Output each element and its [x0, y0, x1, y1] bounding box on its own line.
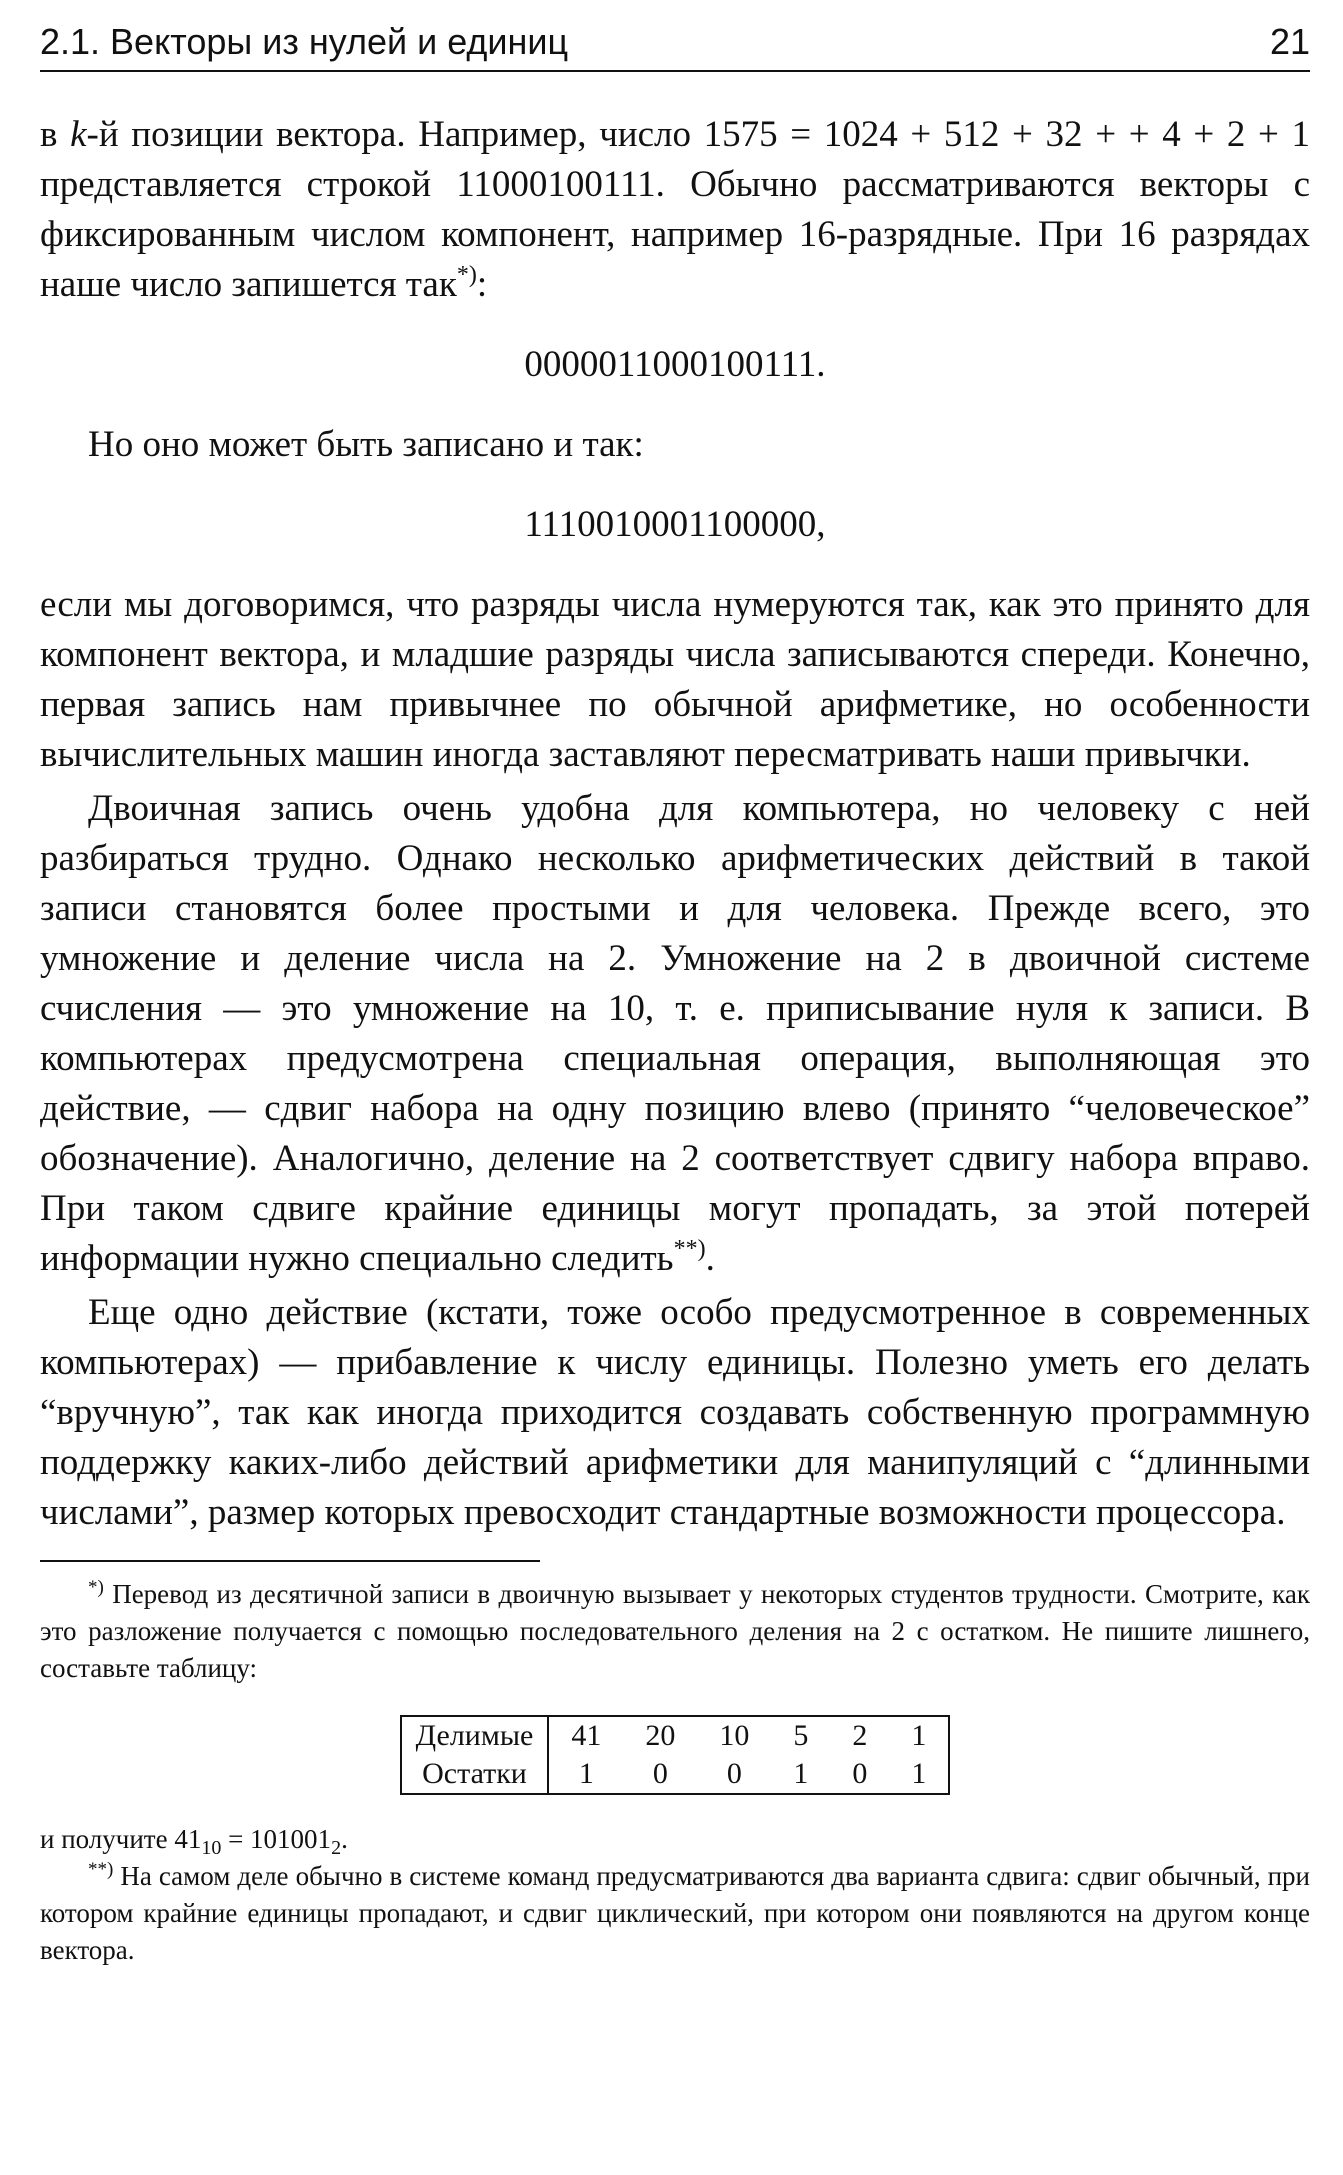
table-cell: 1 [578, 1757, 594, 1790]
text-run: Двоичная запись очень удобна для компьютера, но человеку с ней разбираться трудно. Однако несколько арифметических действий в такой записи становятся более простыми и для человека. Прежде всего, это умножение и деление числа на 2. Умножение на 2 в двоичной системе счисления — это умножение на 10, т. е. приписывание нуля к записи. В компьютерах предусмотрена специальная операция, выполняющая это действие, — сдвиг набора на одну позицию влево (принято “человеческое” обозначение). Аналогично, деление на 2 соответствует сдвигу набора вправо. При таком сдвиге крайние единицы могут пропадать, за этой потерей информации нужно специально следить [40, 788, 1310, 1279]
paragraph-3: если мы договоримся, что разряды числа нумеруются так, как это принято для компонент вектора, и младшие разряды числа записываются спереди. Конечно, первая запись нам привычнее по обычной арифметике, но особенности вычислительных машин иногда заставляют пересматривать наши привычки. [40, 584, 1310, 775]
table-row [401, 1755, 950, 1794]
row-label-dividends: Делимые [401, 1716, 549, 1755]
section-title: 2.1. Векторы из нулей и единиц [40, 21, 569, 62]
footnote-2 [40, 1858, 1310, 1969]
paragraph-5: Еще одно действие (кстати, тоже особо предусмотренное в современных компьютерах) — прибавление к числу единицы. Полезно уметь его делать “вручную”, так как иногда приходится создавать собственную программную поддержку каких-либо действий арифметики для манипуляций с “длинными числами”, размер которых превосходит стандартные возможности процессора. [40, 1292, 1310, 1533]
page-number: 21 [1269, 21, 1310, 62]
table-cell: 1 [793, 1757, 809, 1790]
text-run: -й позиции вектора. Например, число 1575 = 1024 + 512 + 32 + + 4 + 2 + 1 представляется строкой 11000100111. Обычно рассматриваются векторы с фиксированным числом компонент, например 16-разрядные. При 16 разрядах наше число запишется так [40, 114, 1310, 305]
subscript-base: 2 [331, 1837, 342, 1859]
footnote-mark: *) [88, 1577, 104, 1598]
footnote-divider [40, 1560, 540, 1562]
table-cell: 41 [571, 1719, 602, 1752]
book-page [40, 20, 1310, 1969]
row-label-remainders: Остатки [401, 1755, 549, 1794]
paragraph-1 [40, 110, 1310, 310]
footnote-text: Перевод из десятичной записи в двоичную вызывает у некоторых студентов трудности. Смотрите, как это разложение получается с помощью последовательного деления на 2 с остатком. Не пишите лишнего, составьте таблицу: [40, 1579, 1310, 1683]
table-cell: 20 [645, 1719, 676, 1752]
paragraph-4 [40, 784, 1310, 1284]
table-cell: 5 [793, 1719, 809, 1752]
footnote-1 [40, 1576, 1310, 1687]
text-run: . [341, 1824, 348, 1854]
footnote-mark: **) [88, 1859, 114, 1880]
footnote-ref-2[interactable]: **) [673, 1236, 706, 1262]
table-row [401, 1716, 950, 1755]
binary-number-2: 1110010001100000, [524, 504, 826, 545]
footnote-ref-1[interactable]: *) [456, 262, 477, 288]
table-cell: 0 [726, 1757, 742, 1790]
table-cell: 1 [911, 1757, 927, 1790]
table-cell: 0 [652, 1757, 668, 1790]
running-head [40, 20, 1310, 72]
table-cell: 1 [911, 1719, 927, 1752]
binary-number-1: 0000011000100111. [524, 344, 826, 385]
text-run: и получите 41 [40, 1824, 202, 1854]
text-run: . [705, 1238, 715, 1279]
variable-k: k [70, 114, 87, 155]
division-table [400, 1715, 951, 1795]
text-run: в [40, 114, 71, 155]
subscript-base: 10 [201, 1837, 222, 1859]
text-run: = 101001 [221, 1824, 332, 1854]
footnote-1-result [40, 1821, 1310, 1858]
paragraph-2: Но оно может быть записано и так: [88, 424, 644, 465]
table-cell: 2 [852, 1719, 868, 1752]
footnote-text: На самом деле обычно в системе команд предусматриваются два варианта сдвига: сдвиг обычный, при котором крайние единицы пропадают, и сдвиг циклический, при котором они появляются на другом конце вектора. [40, 1861, 1310, 1965]
table-cell: 10 [719, 1719, 750, 1752]
table-cell: 0 [852, 1757, 868, 1790]
text-run: : [476, 264, 488, 305]
